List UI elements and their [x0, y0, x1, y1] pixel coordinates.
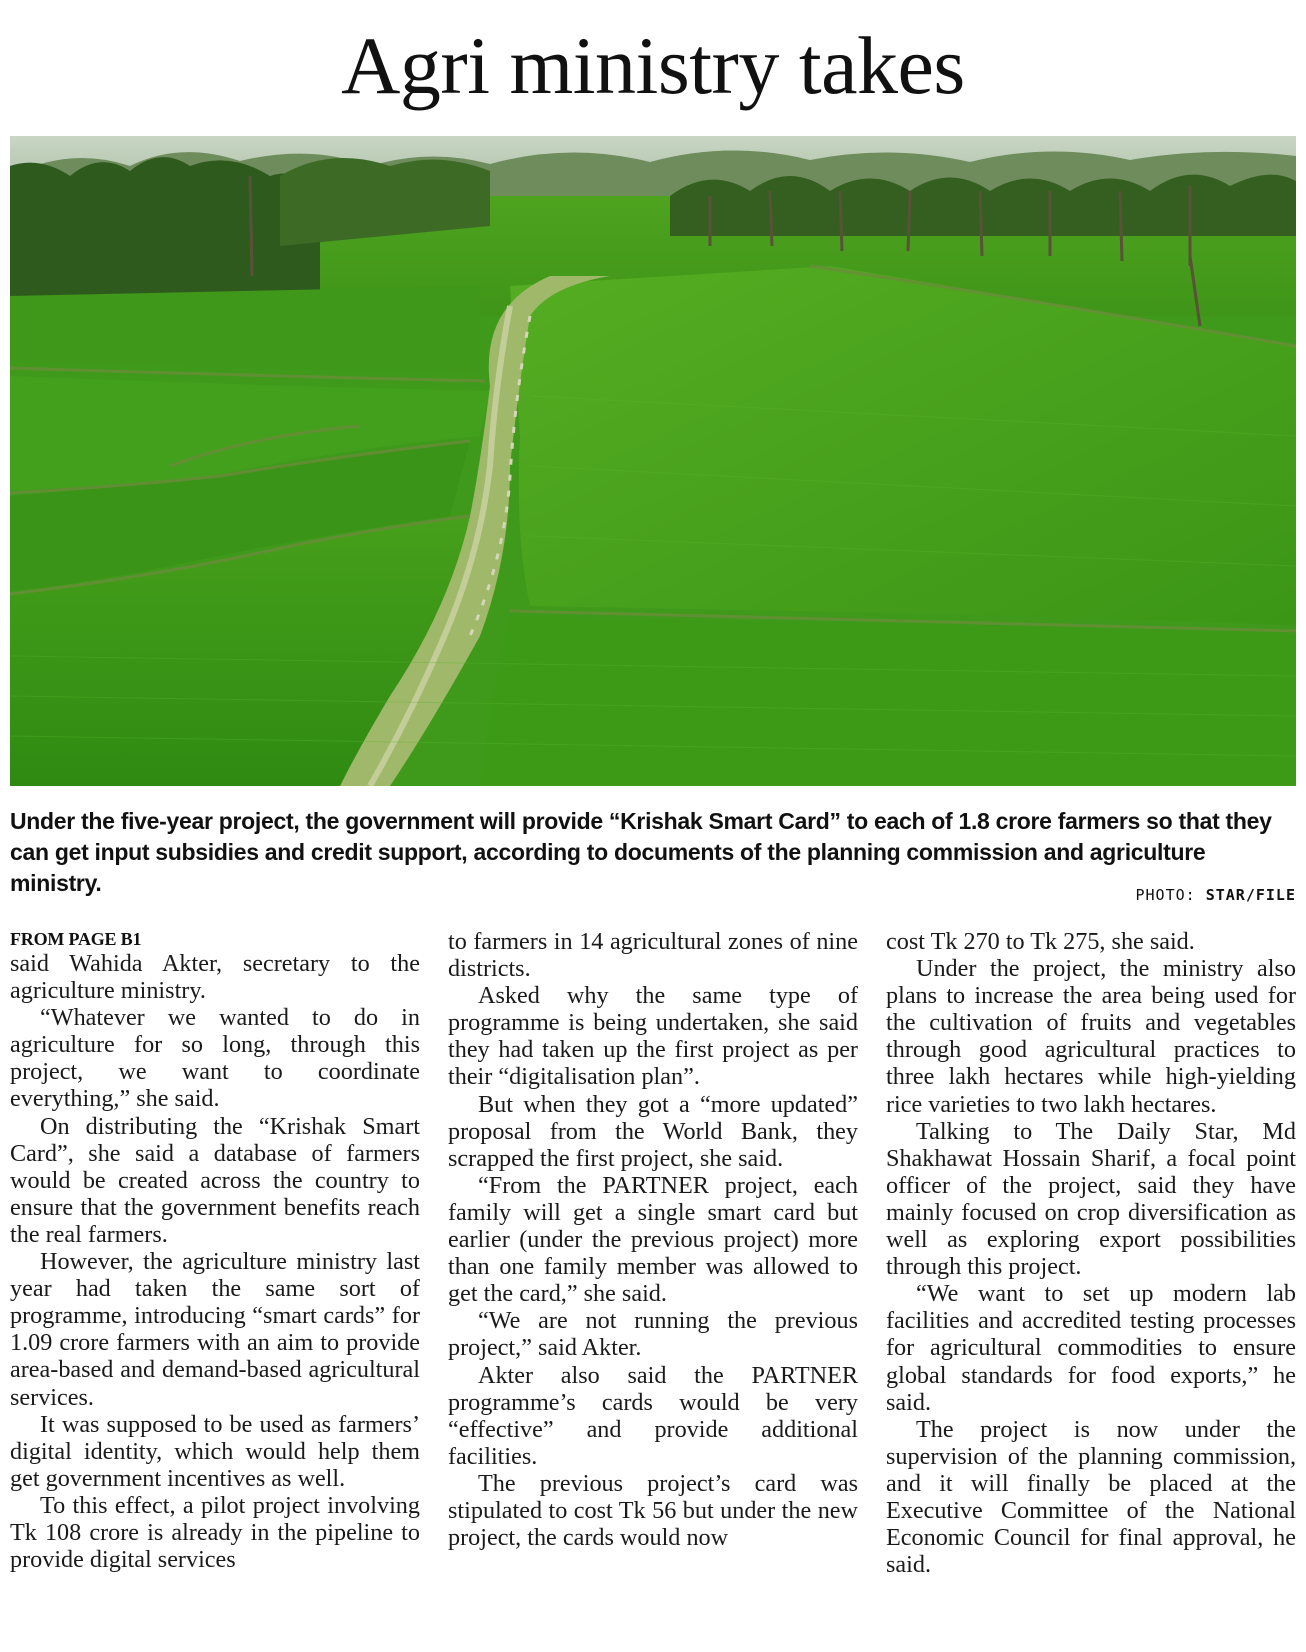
paragraph: But when they got a “more updated” proposal from the World Bank, they scrapped the first project, she said. — [448, 1090, 858, 1172]
rice-field-illustration — [10, 136, 1296, 786]
paragraph: Akter also said the PARTNER programme’s cards would be very “effective” and provide additional facilities. — [448, 1361, 858, 1470]
headline: Agri ministry takes — [341, 20, 965, 111]
article-column-1 — [10, 928, 420, 1646]
photo-caption: Under the five-year project, the government will provide “Krishak Smart Card” to each of 1.8 crore farmers so that they can get input subsidies and credit support, according to documents of the planning commission and agriculture ministry. — [10, 808, 1272, 896]
paragraph: to farmers in 14 agricultural zones of nine districts. — [448, 928, 858, 983]
article-body — [10, 928, 1296, 1646]
article-column-2 — [448, 928, 858, 1646]
paragraph: However, the agriculture ministry last year had taken the same sort of programme, introducing “smart cards” for 1.09 crore farmers with an aim to provide area-based and demand-based agricultural services. — [10, 1248, 420, 1411]
photo-credit: PHOTO: STAR/FILE — [1135, 886, 1296, 904]
paragraph: “Whatever we wanted to do in agriculture for so long, through this project, we want to coordinate everything,” she said. — [10, 1004, 420, 1113]
paragraph: To this effect, a pilot project involving Tk 108 crore is already in the pipeline to provide digital services — [10, 1491, 420, 1574]
paragraph: Under the project, the ministry also plans to increase the area being used for the cultivation of fruits and vegetables through good agricultural practices to three lakh hectares while high-yielding rice varieties to two lakh hectares. — [886, 955, 1296, 1118]
paragraph: The project is now under the supervision of the planning commission, and it will finally be placed at the Executive Committee of the National Economic Council for final approval, he said. — [886, 1415, 1296, 1579]
paragraph: “From the PARTNER project, each family will get a single smart card but earlier (under the previous project) more than one family member was allowed to get the card,” she said. — [448, 1171, 858, 1308]
paragraph: On distributing the “Krishak Smart Card”, she said a database of farmers would be created across the country to ensure that the government benefits reach the real farmers. — [10, 1112, 420, 1248]
paragraph: It was supposed to be used as farmers’ digital identity, which would help them get government incentives as well. — [10, 1410, 420, 1492]
paragraph: cost Tk 270 to Tk 275, she said. — [886, 928, 1195, 955]
paragraph: “We are not running the previous project,” said Akter. — [448, 1307, 858, 1362]
paragraph: Talking to The Daily Star, Md Shakhawat Hossain Sharif, a focal point officer of the project, said they have mainly focused on crop diversification as well as exploring export possibilities through this project. — [886, 1117, 1296, 1281]
jump-label: FROM PAGE B1 — [10, 929, 142, 949]
rice-field-photo — [10, 136, 1296, 786]
paragraph: Asked why the same type of programme is being undertaken, she said they had taken up the first project as per their “digitalisation plan”. — [448, 982, 858, 1091]
paragraph: said Wahida Akter, secretary to the agriculture ministry. — [10, 950, 420, 1005]
paragraph: The previous project’s card was stipulated to cost Tk 56 but under the new project, the cards would now — [448, 1469, 858, 1552]
article-column-3 — [886, 928, 1296, 1646]
paragraph: “We want to set up modern lab facilities and accredited testing processes for agricultural commodities to ensure global standards for food exports,” he said. — [886, 1280, 1296, 1416]
